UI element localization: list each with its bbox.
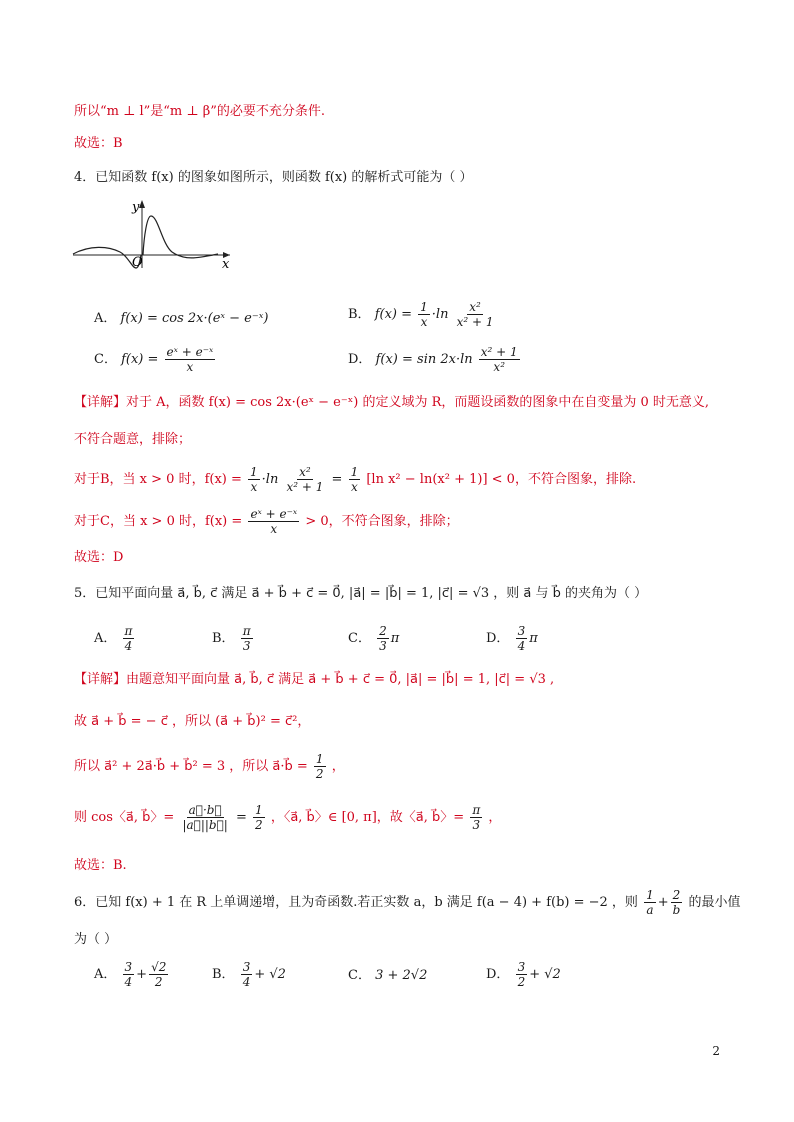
q5-explanation-4: 则 cos〈a⃗, b⃗〉= $\frac{a⃗\cdot b⃗}{|a⃗||b⃗|}$ = $\frac{1}{2}$ ，〈a⃗, b⃗〉∈ [0, π]，故〈a⃗, b⃗〉= $\frac{\pi}{3}$ ， — [74, 803, 502, 832]
q6-stem: 6．已知 f(x) + 1 在 R 上单调递增，且为奇函数.若正实数 a，b 满足 f(a − 4) + f(b) = −2 ，则 $\frac{1}{a}$ + $\frac{2}{b}$ 的最小值 — [74, 888, 741, 917]
q4-explanation-b: 对于B，当 x > 0 时，f(x) = $\frac{1}{x}$ ·ln $\frac{\text{x²}}{\text{x² + 1}}$ = $\frac{1}{x}$ [ln x² − ln(x² + 1)] < 0，不符合图象，排除. — [74, 465, 637, 494]
q4-answer: 故选：D — [74, 550, 124, 565]
q3-answer: 故选：B — [74, 136, 123, 151]
q6-stem-cont: 为（ ） — [74, 932, 118, 947]
q5-explanation-1: 【详解】由题意知平面向量 a⃗, b⃗, c⃗ 满足 a⃗ + b⃗ + c⃗ = 0⃗, |a⃗| = |b⃗| = 1, |c⃗| = √3 , — [74, 672, 555, 687]
q5-option-d: D． $\frac{3}{4}$ π — [486, 624, 538, 653]
q4-option-b: B． f(x) = $\frac{1}{x}$ ·ln $\frac{\text{x²}}{\text{x² + 1}}$ — [348, 300, 494, 329]
q6-option-a: A． $\frac{3}{4}$ + $\frac{√2}{2}$ — [94, 960, 167, 989]
q4-option-d: D． f(x) = sin 2x·ln $\frac{\text{x² + 1}}{\text{x²}}$ — [348, 345, 518, 374]
q4-explanation-a: 【详解】对于 A，函数 f(x) = cos 2x·(eˣ − e⁻ˣ) 的定义域为 R，而题设函数的图象中在自变量为 0 时无意义, — [74, 395, 710, 410]
q5-stem: 5．已知平面向量 a⃗, b⃗, c⃗ 满足 a⃗ + b⃗ + c⃗ = 0⃗, |a⃗| = |b⃗| = 1, |c⃗| = √3 ，则 a⃗ 与 b⃗ 的夹角为（ ） — [74, 586, 648, 601]
graph-y-label: y — [132, 200, 140, 215]
q4-explanation-c: 对于C，当 x > 0 时，f(x) = $\frac{\text{eˣ + e⁻ˣ}}{x}$ > 0，不符合图象，排除； — [74, 507, 459, 536]
q5-answer: 故选：B. — [74, 858, 127, 873]
graph-origin-label: O — [132, 255, 143, 270]
q4-stem: 4．已知函数 f(x) 的图象如图所示，则函数 f(x) 的解析式可能为（ ） — [74, 170, 473, 185]
q6-option-b: B． $\frac{3}{4}$ + √2 — [212, 960, 286, 989]
q5-explanation-3: 所以 a⃗² + 2a⃗·b⃗ + b⃗² = 3 ，所以 a⃗·b⃗ = $\frac{1}{2}$ ， — [74, 752, 345, 781]
page-number: 2 — [712, 1044, 720, 1058]
q5-option-c: C． $\frac{2}{3}$ π — [348, 624, 400, 653]
q4-explanation-a-cont: 不符合题意，排除； — [74, 432, 192, 447]
q4-option-a: A． f(x) = cos 2x·(eˣ − e⁻ˣ) — [94, 311, 269, 326]
q6-option-d: D． $\frac{3}{2}$ + √2 — [486, 960, 561, 989]
q3-conclusion: 所以“m ⊥ l”是“m ⊥ β”的必要不充分条件. — [74, 104, 326, 119]
q6-option-c: C． 3 + 2√2 — [348, 968, 428, 983]
q4-option-c: C． f(x) = $\frac{\text{eˣ + e⁻ˣ}}{x}$ — [94, 345, 214, 374]
graph-x-label: x — [222, 257, 230, 270]
q5-option-b: B． $\frac{\pi}{3}$ — [212, 624, 251, 653]
q5-explanation-2: 故 a⃗ + b⃗ = − c⃗ ，所以 (a⃗ + b⃗)² = c⃗²， — [74, 714, 311, 729]
q5-option-a: A． $\frac{\pi}{4}$ — [94, 624, 133, 653]
q4-function-graph — [70, 198, 235, 270]
